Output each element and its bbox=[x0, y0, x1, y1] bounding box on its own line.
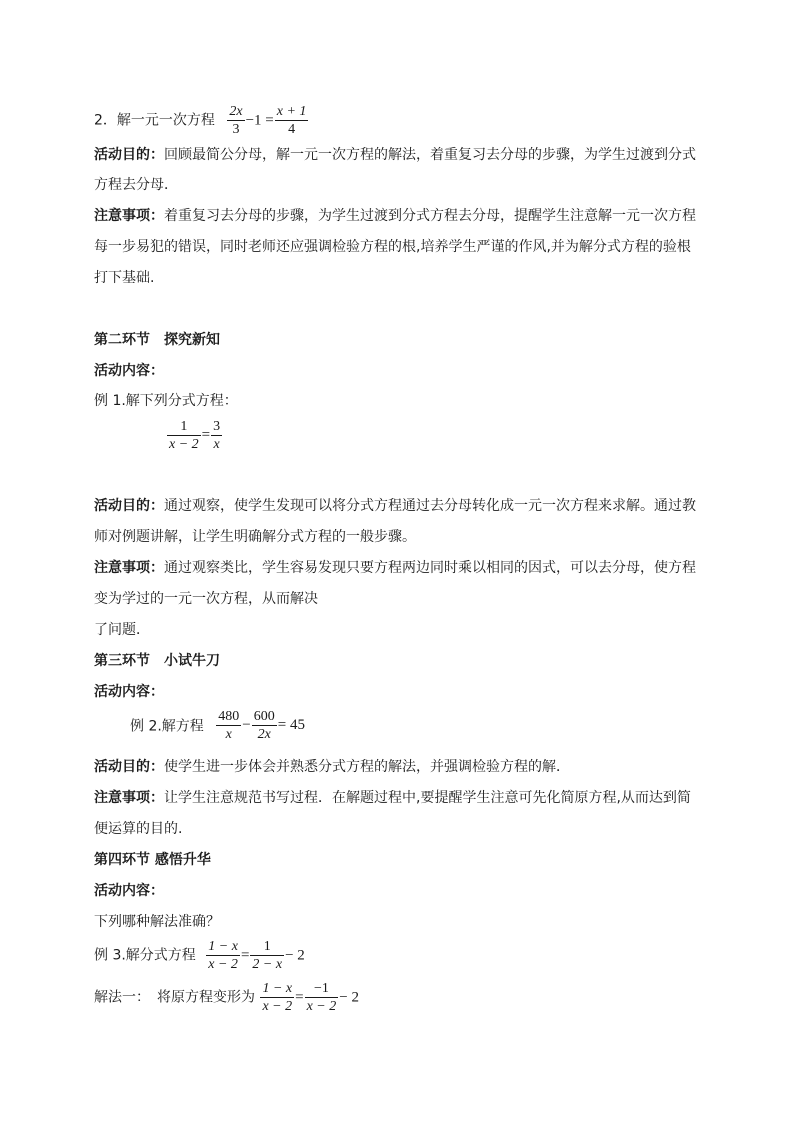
paragraph-text: 通过观察类比，学生容易发现只要方程两边同时乘以相同的因式，可以去分母，使方程 bbox=[164, 560, 696, 576]
fraction: $\frac{480}{x}$ bbox=[218, 709, 240, 742]
note-line bbox=[94, 788, 691, 808]
question-2 bbox=[94, 103, 309, 138]
paragraph-text: 通过观察，使学生发现可以将分式方程通过去分母转化成一元一次方程来求解。通过教 bbox=[164, 498, 696, 514]
note-label: 注意事项： bbox=[94, 560, 164, 576]
paragraph-line: 打下基础. bbox=[94, 270, 155, 286]
example-label: 例 3.解分式方程 bbox=[94, 947, 196, 964]
equation bbox=[166, 418, 223, 453]
question-2-label: 2．解一元一次方程 bbox=[94, 112, 215, 129]
operator: = bbox=[240, 947, 250, 964]
purpose-label: 活动目的： bbox=[94, 147, 164, 163]
question-text: 下列哪种解法准确？ bbox=[94, 914, 220, 930]
operator: = bbox=[201, 427, 211, 443]
note-label: 注意事项： bbox=[94, 208, 164, 224]
fraction: $\frac{1 - x}{x - 2}$ bbox=[208, 939, 238, 972]
example-3 bbox=[94, 938, 305, 973]
method-1 bbox=[94, 980, 359, 1015]
operator: − 2 bbox=[285, 947, 305, 964]
paragraph-text: 使学生进一步体会并熟悉分式方程的解法，并强调检验方程的解． bbox=[164, 759, 570, 775]
paragraph-text: 回顾最简公分母，解一元一次方程的解法，着重复习去分母的步骤，为学生过渡到分式 bbox=[164, 147, 696, 163]
paragraph-text: 让学生注意规范书写过程．在解题过程中,要提醒学生注意可先化简原方程,从而达到简 bbox=[164, 790, 691, 806]
paragraph-line: 每一步易犯的错误，同时老师还应强调检验方程的根,培养学生严谨的作风,并为解分式方程的验根 bbox=[94, 239, 691, 255]
example-2 bbox=[130, 708, 305, 743]
fraction: $\frac{1}{x - 2}$ bbox=[169, 419, 199, 452]
fraction: $\frac{x + 1}{4}$ bbox=[276, 104, 307, 137]
content-label: 活动内容： bbox=[94, 883, 164, 899]
method-label: 解法一： 将原方程变形为 bbox=[94, 989, 255, 1006]
operator: −1 = bbox=[245, 112, 274, 129]
purpose-label: 活动目的： bbox=[94, 498, 164, 514]
content-label: 活动内容： bbox=[94, 363, 164, 379]
operator: = bbox=[295, 989, 304, 1006]
paragraph-line: 师对例题讲解，让学生明确解分式方程的一般步骤。 bbox=[94, 529, 416, 545]
example-label: 例 2.解方程 bbox=[130, 718, 204, 735]
example-label: 例 1.解下列分式方程： bbox=[94, 393, 238, 409]
fraction: $\frac{3}{x}$ bbox=[213, 419, 221, 452]
paragraph-text: 着重复习去分母的步骤，为学生过渡到分式方程去分母，提醒学生注意解一元一次方程 bbox=[164, 208, 696, 224]
paragraph-line: 便运算的目的. bbox=[94, 821, 183, 837]
paragraph-line: 了问题． bbox=[94, 622, 150, 638]
note-label: 注意事项： bbox=[94, 790, 164, 806]
section-heading: 第二环节 探究新知 bbox=[94, 332, 220, 348]
fraction: $\frac{2x}{3}$ bbox=[229, 104, 243, 137]
operator: − bbox=[242, 717, 251, 733]
note-line bbox=[94, 206, 696, 226]
operator: = 45 bbox=[277, 717, 305, 733]
fraction: $\frac{600}{2x}$ bbox=[253, 709, 275, 742]
purpose-line bbox=[94, 757, 570, 777]
paragraph-line: 变为学过的一元一次方程，从而解决 bbox=[94, 591, 318, 607]
note-line bbox=[94, 558, 696, 578]
content-label: 活动内容： bbox=[94, 684, 164, 700]
fraction: $\frac{1}{2 - x}$ bbox=[252, 939, 283, 972]
paragraph-line: 方程去分母． bbox=[94, 177, 178, 193]
purpose-label: 活动目的： bbox=[94, 759, 164, 775]
purpose-line bbox=[94, 496, 696, 516]
purpose-line bbox=[94, 145, 696, 165]
section-heading: 第三环节 小试牛刀 bbox=[94, 653, 220, 669]
section-heading: 第四环节 感悟升华 bbox=[94, 852, 211, 868]
fraction: $\frac{-1}{x - 2}$ bbox=[306, 981, 337, 1014]
operator: − 2 bbox=[339, 989, 359, 1006]
fraction: $\frac{1 - x}{x - 2}$ bbox=[262, 981, 293, 1014]
